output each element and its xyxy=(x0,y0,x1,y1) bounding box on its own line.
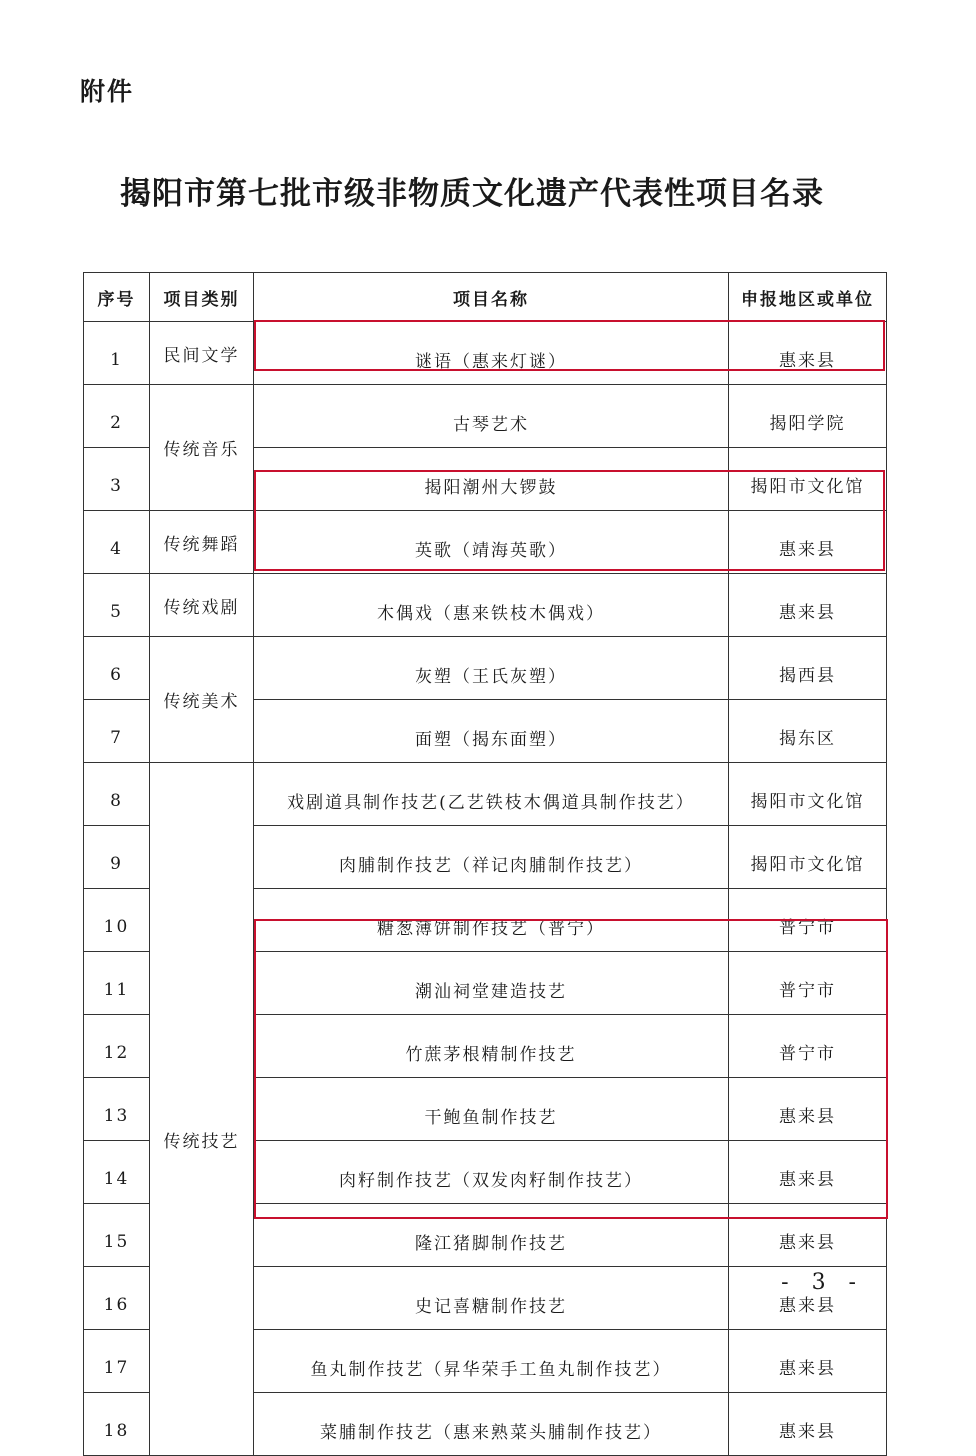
row-region: 普宁市 xyxy=(729,889,887,952)
row-region: 揭阳学院 xyxy=(729,385,887,448)
row-no: 4 xyxy=(84,511,150,574)
row-no: 10 xyxy=(84,889,150,952)
row-name: 戏剧道具制作技艺(乙艺铁枝木偶道具制作技艺） xyxy=(254,763,729,826)
table-row xyxy=(84,763,887,826)
row-region: 揭东区 xyxy=(729,700,887,763)
row-no: 8 xyxy=(84,763,150,826)
row-no: 3 xyxy=(84,448,150,511)
attachment-label: 附件 xyxy=(80,77,135,106)
row-name: 史记喜糖制作技艺 xyxy=(254,1267,729,1330)
row-region: 揭西县 xyxy=(729,637,887,700)
row-no: 13 xyxy=(84,1078,150,1141)
row-category: 传统美术 xyxy=(150,637,254,763)
row-name: 英歌（靖海英歌） xyxy=(254,511,729,574)
row-region: 惠来县 xyxy=(729,1330,887,1393)
row-region: 揭阳市文化馆 xyxy=(729,763,887,826)
heritage-list-table xyxy=(83,272,887,1456)
row-category: 传统舞蹈 xyxy=(150,511,254,574)
row-category: 民间文学 xyxy=(150,322,254,385)
row-no: 18 xyxy=(84,1393,150,1456)
document-title-text: 揭阳市第七批市级非物质文化遗产代表性项目名录 xyxy=(120,176,824,212)
row-region: 惠来县 xyxy=(729,1141,887,1204)
row-region: 惠来县 xyxy=(729,574,887,637)
row-region: 惠来县 xyxy=(729,1393,887,1456)
row-name: 面塑（揭东面塑） xyxy=(254,700,729,763)
table-row xyxy=(84,385,887,448)
row-name: 肉籽制作技艺（双发肉籽制作技艺） xyxy=(254,1141,729,1204)
table-header-row xyxy=(84,273,887,322)
row-no: 14 xyxy=(84,1141,150,1204)
row-region: 惠来县 xyxy=(729,511,887,574)
row-category: 传统音乐 xyxy=(150,385,254,511)
row-no: 2 xyxy=(84,385,150,448)
header-no: 序号 xyxy=(84,273,150,322)
row-name: 鱼丸制作技艺（昇华荣手工鱼丸制作技艺） xyxy=(254,1330,729,1393)
row-name: 谜语（惠来灯谜） xyxy=(254,322,729,385)
row-region: 惠来县 xyxy=(729,1267,887,1330)
row-name: 揭阳潮州大锣鼓 xyxy=(254,448,729,511)
row-name: 灰塑（王氏灰塑） xyxy=(254,637,729,700)
row-name: 潮汕祠堂建造技艺 xyxy=(254,952,729,1015)
row-name: 竹蔗茅根精制作技艺 xyxy=(254,1015,729,1078)
row-name: 菜脯制作技艺（惠来熟菜头脯制作技艺） xyxy=(254,1393,729,1456)
row-no: 5 xyxy=(84,574,150,637)
table-row xyxy=(84,637,887,700)
page-number: - 3 - xyxy=(781,1270,864,1295)
row-region: 惠来县 xyxy=(729,1204,887,1267)
row-no: 15 xyxy=(84,1204,150,1267)
row-region: 普宁市 xyxy=(729,952,887,1015)
header-name: 项目名称 xyxy=(254,273,729,322)
row-name: 干鲍鱼制作技艺 xyxy=(254,1078,729,1141)
row-no: 16 xyxy=(84,1267,150,1330)
row-region: 揭阳市文化馆 xyxy=(729,826,887,889)
row-region: 惠来县 xyxy=(729,322,887,385)
row-name: 隆江猪脚制作技艺 xyxy=(254,1204,729,1267)
row-region: 惠来县 xyxy=(729,1078,887,1141)
row-region: 普宁市 xyxy=(729,1015,887,1078)
document-title xyxy=(0,168,976,213)
row-no: 9 xyxy=(84,826,150,889)
row-no: 12 xyxy=(84,1015,150,1078)
table-row xyxy=(84,511,887,574)
row-no: 7 xyxy=(84,700,150,763)
row-no: 11 xyxy=(84,952,150,1015)
row-name: 糖葱薄饼制作技艺（普宁） xyxy=(254,889,729,952)
row-no: 17 xyxy=(84,1330,150,1393)
row-no: 1 xyxy=(84,322,150,385)
header-category: 项目类别 xyxy=(150,273,254,322)
row-name: 古琴艺术 xyxy=(254,385,729,448)
header-region: 申报地区或单位 xyxy=(729,273,887,322)
row-category: 传统戏剧 xyxy=(150,574,254,637)
table-row xyxy=(84,574,887,637)
row-name: 肉脯制作技艺（祥记肉脯制作技艺） xyxy=(254,826,729,889)
row-no: 6 xyxy=(84,637,150,700)
row-name: 木偶戏（惠来铁枝木偶戏） xyxy=(254,574,729,637)
table-row xyxy=(84,322,887,385)
row-category: 传统技艺 xyxy=(150,763,254,1456)
row-region: 揭阳市文化馆 xyxy=(729,448,887,511)
